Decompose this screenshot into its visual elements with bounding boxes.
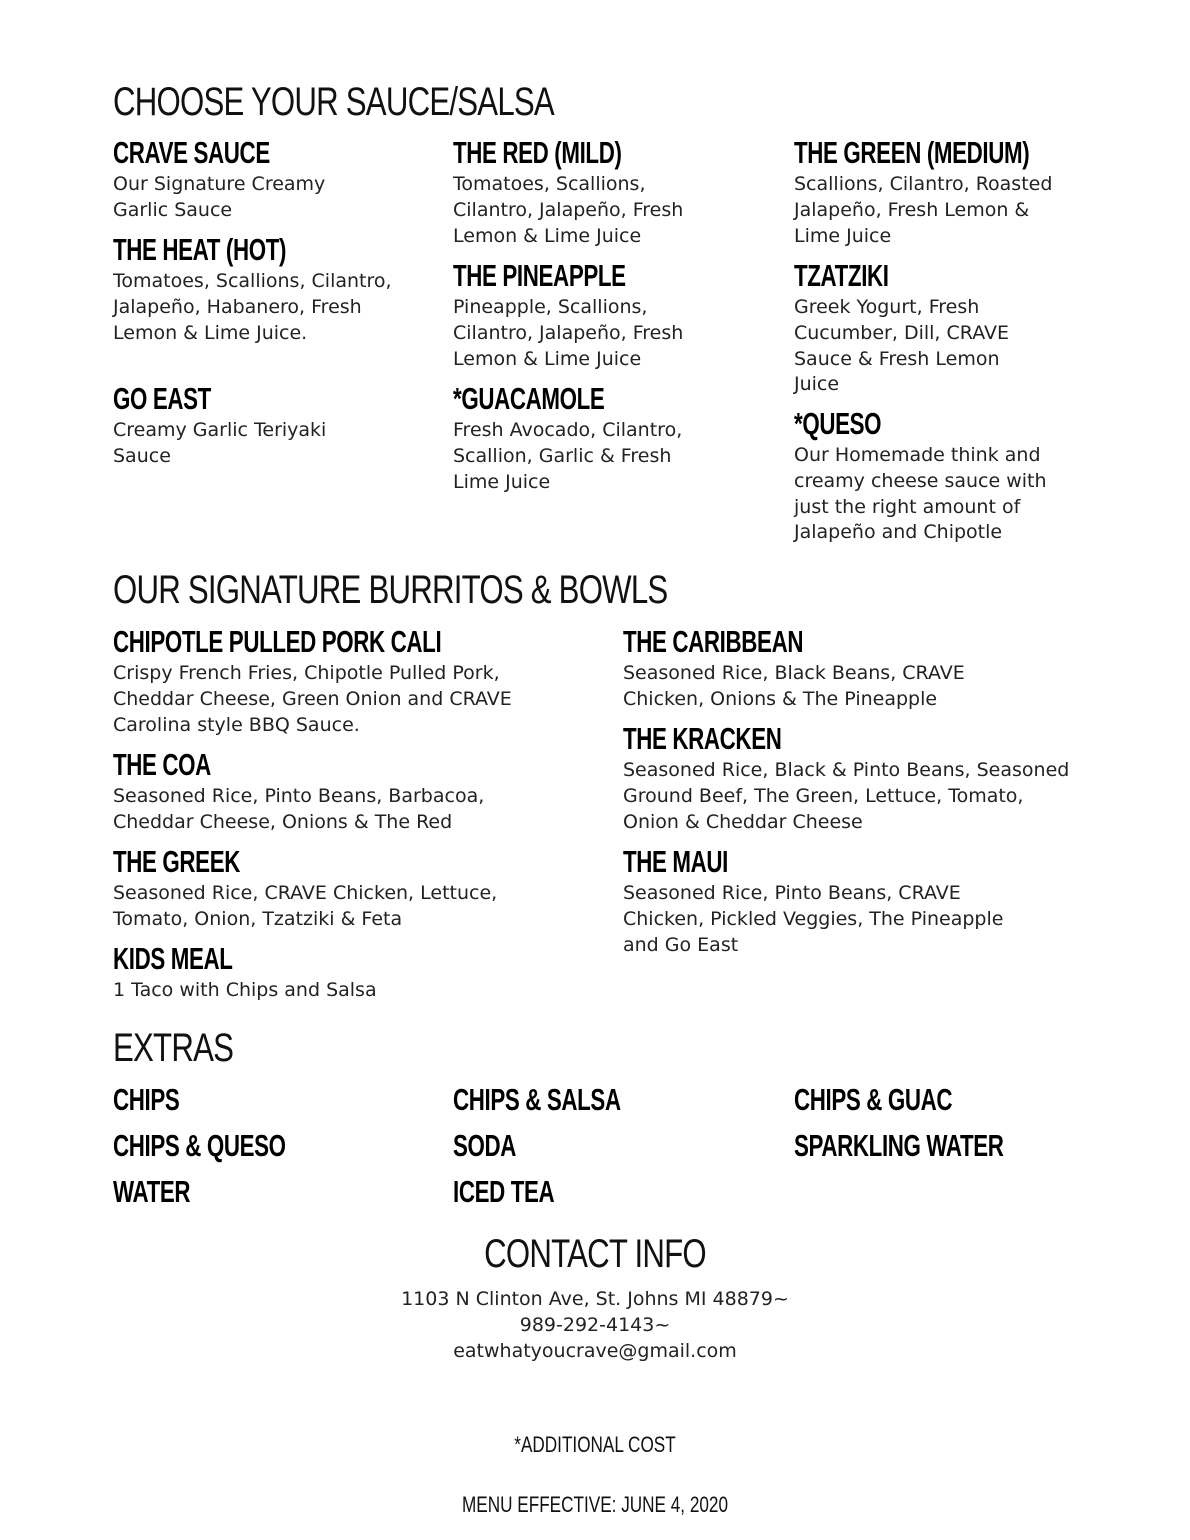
extra-item: SPARKLING WATER [794,1128,1004,1163]
sauce-section-title: CHOOSE YOUR SAUCE/SALSA [113,80,554,124]
burrito-name: THE MAUI [623,844,728,879]
sauce-description: Scallions, Cilantro, Roasted Jalapeño, Fresh Lemon & Lime Juice [794,173,1053,247]
sauce-description: Greek Yogurt, Fresh Cucumber, Dill, CRAVE Sauce & Fresh Lemon Juice [794,296,1009,396]
burrito-name: THE GREEK [113,844,240,879]
additional-cost-note: *ADDITIONAL COST [514,1432,676,1457]
sauce-description: Creamy Garlic Teriyaki Sauce [113,419,327,467]
sauce-description: Our Signature Creamy Garlic Sauce [113,173,326,221]
sauce-name: TZATZIKI [794,258,889,293]
sauce-name: THE GREEN (MEDIUM) [794,135,1030,170]
extras-section-title: EXTRAS [113,1026,234,1070]
extra-item: CHIPS [113,1082,180,1117]
burrito-name: THE KRACKEN [623,721,782,756]
burrito-description: Seasoned Rice, Black Beans, CRAVE Chicken, Onions & The Pineapple [623,662,965,710]
sauce-description: Tomatoes, Scallions, Cilantro, Jalapeño, Habanero, Fresh Lemon & Lime Juice. [113,270,392,344]
extra-item: CHIPS & QUESO [113,1128,286,1163]
contact-address: 1103 N Clinton Ave, St. Johns MI 48879~ [401,1288,789,1310]
extra-item: ICED TEA [453,1174,555,1209]
burrito-description: Seasoned Rice, Black & Pinto Beans, Seasoned Ground Beef, The Green, Lettuce, Tomato, Onion & Cheddar Cheese [623,759,1070,833]
burrito-name: KIDS MEAL [113,941,233,976]
contact-phone: 989-292-4143~ [519,1314,671,1336]
sauce-name: THE HEAT (HOT) [113,232,287,267]
contact-email: eatwhatyoucrave@gmail.com [453,1340,737,1362]
extra-item: CHIPS & SALSA [453,1082,621,1117]
sauce-name: THE PINEAPPLE [453,258,626,293]
burrito-description: Seasoned Rice, Pinto Beans, CRAVE Chicken, Pickled Veggies, The Pineapple and Go East [623,882,1004,956]
extra-item: WATER [113,1174,191,1209]
sauce-name: *QUESO [794,406,882,441]
burrito-description: Seasoned Rice, Pinto Beans, Barbacoa, Cheddar Cheese, Onions & The Red [113,785,485,833]
burrito-description: 1 Taco with Chips and Salsa [113,979,377,1001]
burrito-description: Seasoned Rice, CRAVE Chicken, Lettuce, Tomato, Onion, Tzatziki & Feta [113,882,498,930]
sauce-description: Our Homemade think and creamy cheese sauce with just the right amount of Jalapeño and Chipotle [794,444,1047,544]
sauce-description: Fresh Avocado, Cilantro, Scallion, Garlic & Fresh Lime Juice [453,419,683,493]
contact-section-title: CONTACT INFO [484,1232,706,1276]
extra-item: SODA [453,1128,517,1163]
burrito-description: Crispy French Fries, Chipotle Pulled Pork, Cheddar Cheese, Green Onion and CRAVE Carolina style BBQ Sauce. [113,662,512,736]
burrito-name: THE CARIBBEAN [623,624,804,659]
sauce-name: THE RED (MILD) [453,135,622,170]
sauce-name: CRAVE SAUCE [113,135,270,170]
sauce-description: Tomatoes, Scallions, Cilantro, Jalapeño, Fresh Lemon & Lime Juice [453,173,684,247]
burrito-section-title: OUR SIGNATURE BURRITOS & BOWLS [113,568,668,612]
extra-item: CHIPS & GUAC [794,1082,953,1117]
sauce-description: Pineapple, Scallions, Cilantro, Jalapeño, Fresh Lemon & Lime Juice [453,296,684,370]
burrito-name: THE COA [113,747,211,782]
sauce-name: *GUACAMOLE [453,381,605,416]
sauce-name: GO EAST [113,381,211,416]
menu-effective-date: MENU EFFECTIVE: JUNE 4, 2020 [461,1492,729,1517]
burrito-name: CHIPOTLE PULLED PORK CALI [113,624,442,659]
